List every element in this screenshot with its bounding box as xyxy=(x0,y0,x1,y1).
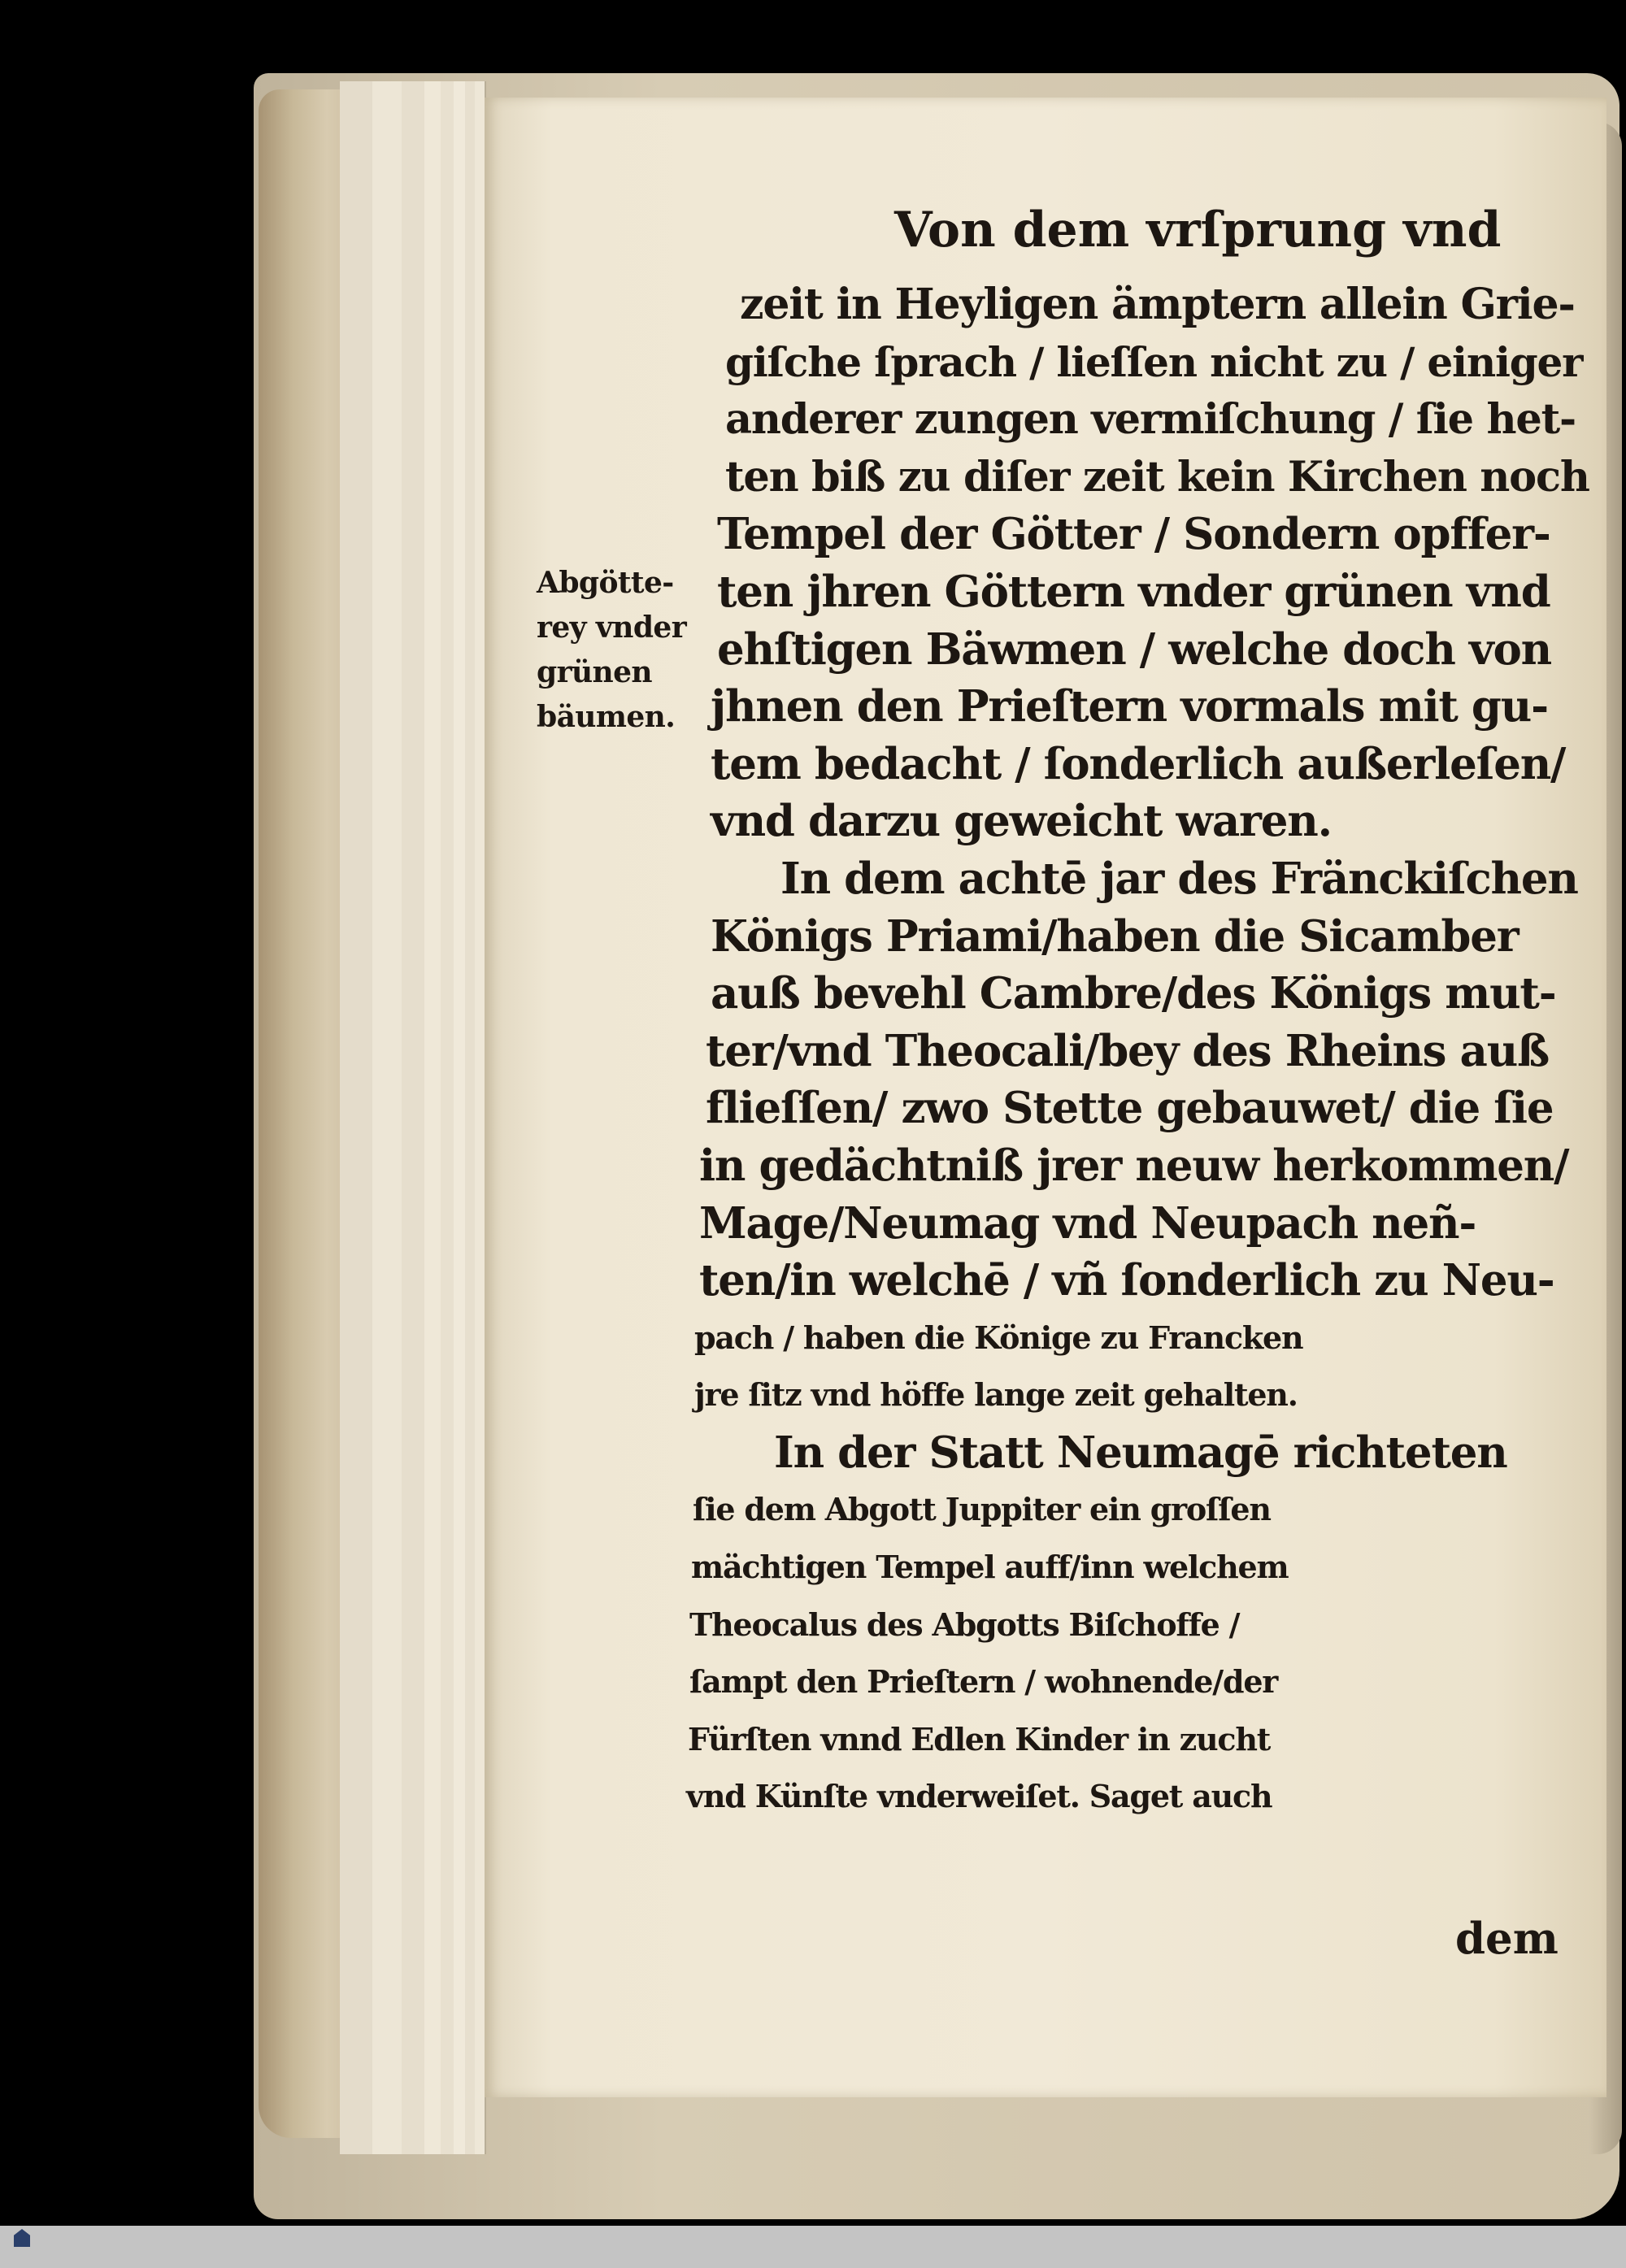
marginal-note-line: Abgötte- xyxy=(537,566,674,600)
page-edge-2 xyxy=(372,81,403,2154)
library-logo-icon xyxy=(14,2229,30,2247)
text-line: anderer zungen vermiſchung / ſie het- xyxy=(725,395,1576,445)
text-line: zeit in Heyligen ämptern allein Grie- xyxy=(740,280,1575,329)
text-line: vnd Künſte vnderweiſet. Saget auch xyxy=(686,1778,1272,1815)
body-text xyxy=(686,276,1589,1826)
text-line: ehſtigen Bäwmen / welche doch von xyxy=(717,623,1551,675)
text-line: jre ſitz vnd höffe lange zeit gehalten. xyxy=(694,1376,1298,1414)
running-header: Von dem vrſprung vnd xyxy=(894,202,1502,259)
text-line: ſampt den Prieſtern / wohnende/der xyxy=(689,1663,1278,1701)
text-line: Tempel der Götter / Sondern opffer- xyxy=(717,509,1550,560)
text-line: Theocalus des Abgotts Biſchoffe / xyxy=(689,1605,1240,1643)
marginal-note-line: rey vnder xyxy=(537,610,687,645)
marginal-note-line: bäumen. xyxy=(537,700,676,734)
text-line: vnd darzu geweicht waren. xyxy=(711,796,1332,847)
text-line: in gedächtniß jrer neuw herkommen/ xyxy=(699,1140,1569,1191)
text-line: Mage/Neumag vnd Neupach neñ- xyxy=(699,1197,1476,1249)
text-line: pach / haben die Könige zu Francken xyxy=(694,1319,1303,1356)
marginal-note xyxy=(537,561,699,740)
text-line: mächtigen Tempel auff/inn welchem xyxy=(691,1549,1289,1586)
page-edge-1 xyxy=(340,81,374,2154)
text-line: tem bedacht / ſonderlich außerleſen/ xyxy=(711,738,1566,789)
catchword: dem xyxy=(1455,1914,1559,1964)
text-line: In der Statt Neumagē richteten xyxy=(774,1427,1507,1478)
text-line: Königs Priami/haben die Sicamber xyxy=(711,910,1519,962)
text-line: ten/in welchē / vñ ſonderlich zu Neu- xyxy=(699,1255,1554,1306)
text-line: In dem achtē jar des Fränckiſchen xyxy=(780,853,1578,904)
library-logo xyxy=(3,2229,41,2266)
text-line: jhnen den Prieſtern vormals mit gu- xyxy=(711,681,1548,732)
text-line: giſche ſprach / lieſſen nicht zu / einiger xyxy=(725,337,1583,386)
text-line: ter/vnd Theocali/bey des Rheins auß xyxy=(706,1025,1550,1076)
viewer-footer-strip xyxy=(0,2226,1626,2268)
page-edge-3 xyxy=(402,81,426,2154)
page-edge-4 xyxy=(424,81,442,2154)
marginal-note-line: grünen xyxy=(537,655,652,689)
text-line: ten jhren Göttern vnder grünen vnd xyxy=(717,566,1550,617)
text-line: ten biß zu diſer zeit kein Kirchen noch xyxy=(725,452,1589,502)
text-line: ſie dem Abgott Juppiter ein groſſen xyxy=(693,1491,1271,1528)
text-line: auß bevehl Cambre/des Königs mut- xyxy=(711,968,1556,1019)
text-line: Fürſten vnnd Edlen Kinder in zucht xyxy=(688,1720,1271,1757)
text-line: flieſſen/ zwo Stette gebauwet/ die ſie xyxy=(706,1083,1554,1134)
